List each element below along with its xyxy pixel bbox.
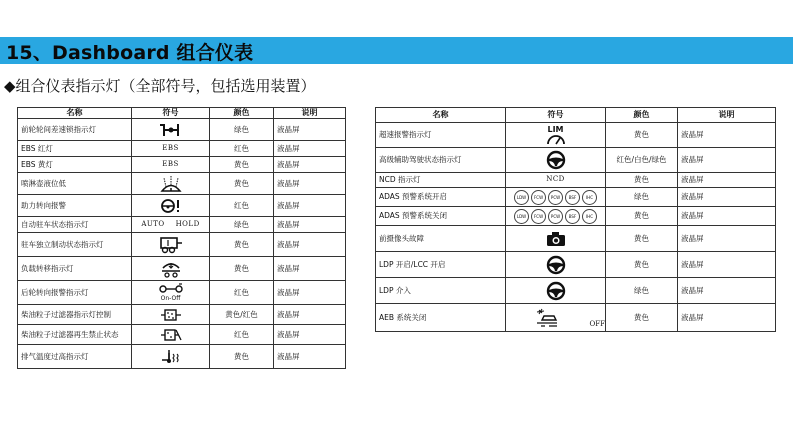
table-row	[18, 325, 346, 345]
table-row	[18, 233, 346, 257]
row-note: 液晶屏	[274, 195, 346, 217]
row-note: 液晶屏	[274, 345, 346, 369]
col-header-color: 颜色	[606, 108, 678, 123]
row-name: ADAS 预警系统开启	[376, 188, 506, 207]
row-name: NCD 指示灯	[376, 173, 506, 188]
row-name: 自动驻车状态指示灯	[18, 217, 132, 233]
table-row	[18, 345, 346, 369]
aeb-off-icon	[506, 304, 606, 332]
table-row	[18, 305, 346, 325]
row-color: 黄色	[210, 157, 274, 173]
table-row	[18, 195, 346, 217]
row-note: 液晶屏	[678, 226, 776, 252]
row-name: 驻车独立制动状态指示灯	[18, 233, 132, 257]
col-header-symbol: 符号	[132, 108, 210, 119]
row-note: 液晶屏	[678, 123, 776, 148]
row-symbol-text: EBS	[132, 141, 210, 157]
row-color: 黄色	[606, 173, 678, 188]
row-name: EBS 黄灯	[18, 157, 132, 173]
col-header-note: 说明	[274, 108, 346, 119]
table-header-row	[18, 108, 346, 119]
ldw-icon: LDW	[514, 190, 529, 205]
table-row	[376, 304, 776, 332]
ihc-icon: IHC	[582, 190, 597, 205]
row-note: 液晶屏	[678, 252, 776, 278]
aeb-off-caption: OFF	[589, 320, 605, 329]
row-note: 液晶屏	[678, 278, 776, 304]
row-note: 液晶屏	[678, 304, 776, 332]
pcw-icon: PCW	[548, 209, 563, 224]
row-note: 液晶屏	[678, 207, 776, 226]
power-steering-warning-icon	[132, 195, 210, 217]
table-row	[376, 188, 776, 207]
row-note: 液晶屏	[678, 173, 776, 188]
table-row	[376, 173, 776, 188]
dpf-inhibit-icon	[132, 325, 210, 345]
exhaust-temp-icon	[132, 345, 210, 369]
row-color: 黄色/红色	[210, 305, 274, 325]
row-symbol-text: AUTO HOLD	[132, 217, 210, 233]
speed-limit-caption: LIM	[547, 125, 564, 134]
table-row	[376, 123, 776, 148]
row-name: 前轮轮间差速锁指示灯	[18, 119, 132, 141]
row-color: 黄色	[210, 345, 274, 369]
table-row	[18, 119, 346, 141]
row-name: 负载转移指示灯	[18, 257, 132, 281]
col-header-color: 颜色	[210, 108, 274, 119]
row-color: 黄色	[210, 257, 274, 281]
row-color: 黄色	[606, 252, 678, 278]
row-name: ADAS 预警系统关闭	[376, 207, 506, 226]
steering-wheel-icon	[506, 278, 606, 304]
col-header-name: 名称	[376, 108, 506, 123]
row-color: 红色	[210, 141, 274, 157]
row-note: 液晶屏	[274, 233, 346, 257]
table-row	[376, 278, 776, 304]
table-row	[18, 173, 346, 195]
table-row	[376, 252, 776, 278]
row-symbol-text: EBS	[132, 157, 210, 173]
col-header-note: 说明	[678, 108, 776, 123]
row-color: 红色/白色/绿色	[606, 148, 678, 173]
row-note: 液晶屏	[678, 148, 776, 173]
rear-steering-caption: On-Off	[160, 295, 181, 302]
col-header-symbol: 符号	[506, 108, 606, 123]
table-row	[376, 148, 776, 173]
page-title: 15、Dashboard 组合仪表	[6, 42, 254, 64]
row-name: 柴油粒子过滤器指示灯控制	[18, 305, 132, 325]
table-header-row	[376, 108, 776, 123]
table-row	[18, 257, 346, 281]
camera-icon	[506, 226, 606, 252]
rear-steering-icon	[132, 281, 210, 305]
row-name: 高级辅助驾驶状态指示灯	[376, 148, 506, 173]
row-note: 液晶屏	[274, 281, 346, 305]
row-name: EBS 红灯	[18, 141, 132, 157]
row-color: 黄色	[606, 226, 678, 252]
row-name: 喷淋壶液位低	[18, 173, 132, 195]
row-note: 液晶屏	[274, 217, 346, 233]
steering-wheel-icon	[506, 252, 606, 278]
row-note: 液晶屏	[274, 305, 346, 325]
row-name: 前摄像头故障	[376, 226, 506, 252]
fcw-icon: FCW	[531, 190, 546, 205]
table-row	[18, 217, 346, 233]
row-symbol-text: NCD	[506, 173, 606, 188]
row-color: 黄色	[606, 304, 678, 332]
left-indicator-table	[17, 107, 346, 369]
right-indicator-table	[375, 107, 776, 332]
row-note: 液晶屏	[274, 157, 346, 173]
row-name: LDP 开启/LCC 开启	[376, 252, 506, 278]
row-note: 液晶屏	[678, 188, 776, 207]
row-note: 液晶屏	[274, 119, 346, 141]
row-name: 排气温度过高指示灯	[18, 345, 132, 369]
row-name: 柴油粒子过滤器再生禁止状态	[18, 325, 132, 345]
row-note: 液晶屏	[274, 173, 346, 195]
row-color: 绿色	[210, 217, 274, 233]
ihc-icon: IHC	[582, 209, 597, 224]
row-color: 红色	[210, 325, 274, 345]
dpf-icon	[132, 305, 210, 325]
speed-limit-icon	[506, 123, 606, 148]
table-row	[18, 141, 346, 157]
row-note: 液晶屏	[274, 325, 346, 345]
fcw-icon: FCW	[531, 209, 546, 224]
row-color: 绿色	[606, 278, 678, 304]
table-row	[376, 207, 776, 226]
title-banner	[0, 37, 793, 64]
load-transfer-icon	[132, 257, 210, 281]
row-color: 黄色	[210, 233, 274, 257]
row-note: 液晶屏	[274, 257, 346, 281]
bsf-icon: BSF	[565, 209, 580, 224]
ldw-icon: LDW	[514, 209, 529, 224]
row-color: 黄色	[210, 173, 274, 195]
col-header-name: 名称	[18, 108, 132, 119]
row-color: 绿色	[210, 119, 274, 141]
row-color: 黄色	[606, 123, 678, 148]
row-name: LDP 介入	[376, 278, 506, 304]
bsf-icon: BSF	[565, 190, 580, 205]
row-name: AEB 系统关闭	[376, 304, 506, 332]
row-color: 黄色	[606, 207, 678, 226]
adas-badges	[506, 207, 606, 226]
pcw-icon: PCW	[548, 190, 563, 205]
row-color: 绿色	[606, 188, 678, 207]
washer-fluid-icon	[132, 173, 210, 195]
row-name: 后轮转向报警指示灯	[18, 281, 132, 305]
steering-wheel-icon	[506, 148, 606, 173]
row-name: 超速报警指示灯	[376, 123, 506, 148]
row-color: 红色	[210, 195, 274, 217]
trailer-brake-icon	[132, 233, 210, 257]
section-subtitle: ◆组合仪表指示灯（全部符号，包括选用装置）	[4, 77, 316, 95]
table-row	[376, 226, 776, 252]
row-note: 液晶屏	[274, 141, 346, 157]
table-row	[18, 157, 346, 173]
row-color: 红色	[210, 281, 274, 305]
table-row	[18, 281, 346, 305]
axle-lock-icon	[132, 119, 210, 141]
adas-badges	[506, 188, 606, 207]
row-name: 助力转向报警	[18, 195, 132, 217]
